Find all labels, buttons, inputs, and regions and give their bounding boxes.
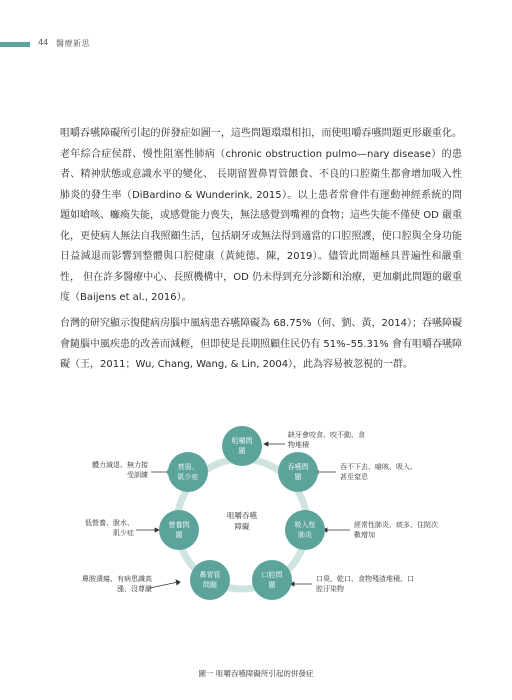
note-nutrition: 低營養、脫水、肌少症 bbox=[85, 519, 134, 537]
note-tube: 鼻胺潰瘍、有病患識高漲、沒尊嚴 bbox=[82, 575, 152, 593]
note-oral: 口臭、乾口、食物殘渣堆積、口腔汙染物 bbox=[316, 575, 414, 593]
node-frailty: 衰弱、肌少症 bbox=[168, 452, 208, 492]
note-frailty: 體力減退、無力接受訓練 bbox=[92, 461, 148, 479]
node-chewing: 咀嚼問題 bbox=[222, 426, 262, 466]
node-pneumonia: 吸入性肺炎 bbox=[285, 510, 325, 550]
figure-caption: 圖一 咀嚼吞嚥障礙所引起的併發症 bbox=[198, 669, 314, 678]
running-title: 醫療新思 bbox=[56, 39, 90, 48]
note-pneumonia: 經常性肺炎、痰多、住院次數增加 bbox=[354, 521, 438, 539]
paragraph-taiwan-study: 台灣的研究顯示復健病房腦中風病患吞嚥障礙為 68.75%（何、劉、黃，2014）；吞嚥障礙會隨腦中風疾患的改善而減輕，但即使是長期照顧住民仍有 51%–55.31% 會有咀嚼吞嚥障礙（王，2011；Wu, Chang, Wang, & Lin, 2004），此為容易被忽視的一群。 bbox=[60, 318, 462, 370]
node-nutrition: 營養問題 bbox=[159, 510, 199, 550]
arrow-tube bbox=[150, 582, 178, 588]
node-oral: 口腔問題 bbox=[252, 560, 292, 600]
node-tube: 鼻胃管問題 bbox=[190, 560, 230, 600]
arrowhead-tube bbox=[176, 580, 180, 585]
diagram-center-label: 咀嚼吞嚥障礙 bbox=[227, 511, 257, 531]
arrowhead-chewing bbox=[264, 442, 268, 446]
node-swallowing: 吞嚥問題 bbox=[278, 452, 318, 492]
page-number: 44 bbox=[38, 38, 49, 47]
note-swallowing: 吞不下去、嗆咳、吸入、甚至窒息 bbox=[340, 463, 417, 481]
header-accent-bar bbox=[0, 42, 30, 47]
note-chewing: 缺牙會咬食、咬不動、食物堆積 bbox=[288, 431, 365, 449]
paragraph-complications: 咀嚼吞嚥障礙所引起的併發症如圖一，這些問題環環相扣，而使咀嚼吞嚥問題更形嚴重化。老年綜合症侯群、慢性阻塞性肺病（chronic obstruction pulmo—nary disease）的患者、精神狀態或意識水平的變化、 長期留置鼻胃管餵食、不良的口腔衛生都會增加吸入性肺炎的發生率（DiBardino & Wunderink, 2015）。以上患者常會伴有運動神經系統的問題如嗆咳、癱瘓失能，或感覺能力喪失，無法感覺到嘴裡的食物；這些失能不僅使 OD 嚴重化，更使病人無法自我照顧生活，包括刷牙或無法得到適當的口腔照護，使口腔與全身功能日益減退而影響到整體與口腔健康（黃純德、陳，2019）。儘管此問題極具普遍性和嚴重性， 但在許多醫療中心、長照機構中，OD 仍未得到充分診斷和治療，更加劇此問題的嚴重度（Baijens et al., 2016）。 bbox=[60, 128, 462, 303]
